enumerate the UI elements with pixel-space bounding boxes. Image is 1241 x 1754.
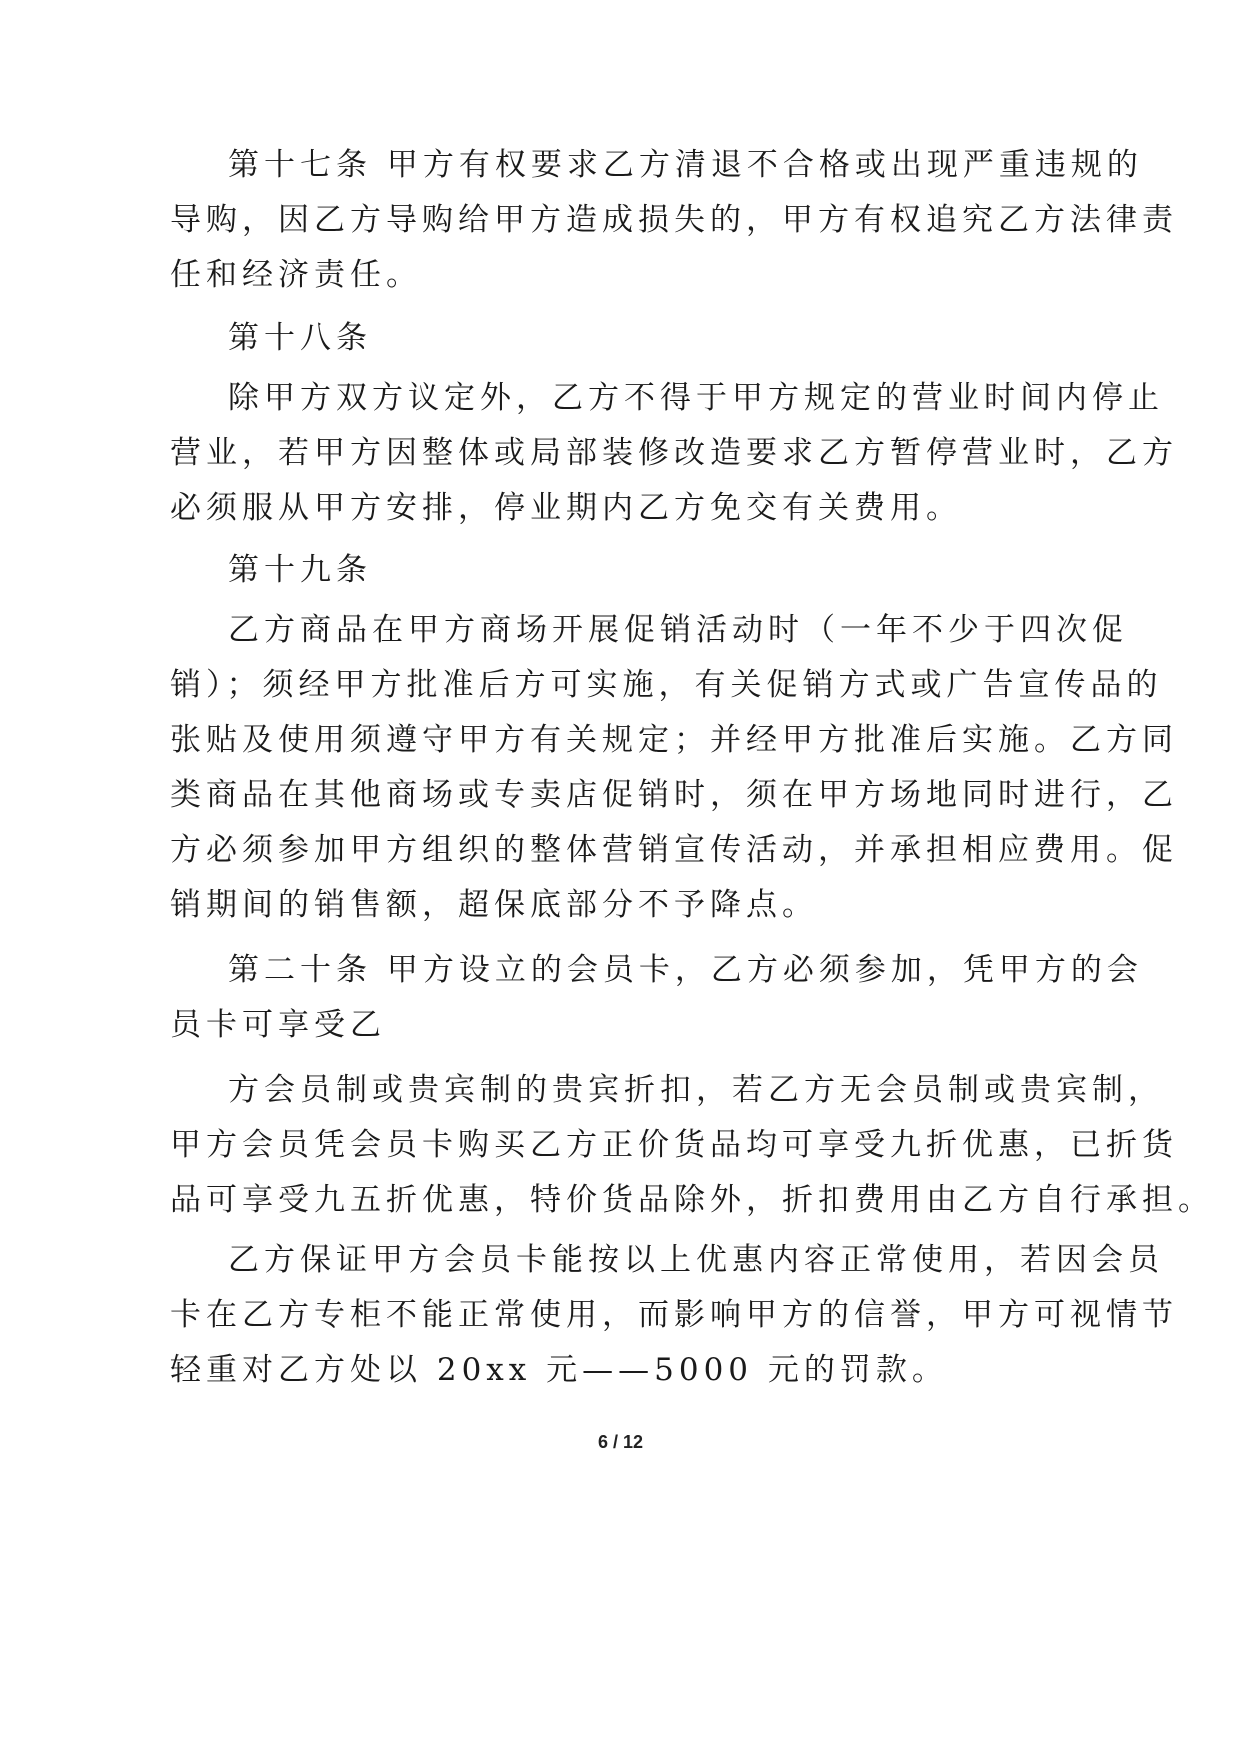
text-line: 方会员制或贵宾制的贵宾折扣，若乙方无会员制或贵宾制， <box>228 1072 1164 1108</box>
text-line: 销）；须经甲方批准后方可实施，有关促销方式或广告宣传品的 <box>170 667 1163 703</box>
text-line: 销期间的销售额，超保底部分不予降点。 <box>170 887 818 923</box>
section-heading: 第十八条 <box>228 320 372 356</box>
text-line: 第十七条 甲方有权要求乙方清退不合格或出现严重违规的 <box>228 147 1143 183</box>
text-line: 必须服从甲方安排，停业期内乙方免交有关费用。 <box>170 490 962 526</box>
text-line: 员卡可享受乙 <box>170 1007 386 1043</box>
page-number: 6 / 12 <box>597 1432 644 1452</box>
section-heading: 第十九条 <box>228 552 372 588</box>
text-line: 类商品在其他商场或专卖店促销时，须在甲方场地同时进行，乙 <box>170 777 1178 813</box>
text-line: 乙方商品在甲方商场开展促销活动时（一年不少于四次促 <box>228 612 1128 648</box>
text-line: 第二十条 甲方设立的会员卡，乙方必须参加，凭甲方的会 <box>228 952 1143 988</box>
text-line: 任和经济责任。 <box>170 257 422 293</box>
text-line: 除甲方双方议定外，乙方不得于甲方规定的营业时间内停止 <box>228 380 1164 416</box>
text-line: 甲方会员凭会员卡购买乙方正价货品均可享受九折优惠，已折货 <box>170 1127 1178 1163</box>
text-line: 张贴及使用须遵守甲方有关规定；并经甲方批准后实施。乙方同 <box>170 722 1178 758</box>
text-line: 轻重对乙方处以 20xx 元——5000 元的罚款。 <box>170 1352 948 1388</box>
text-line: 品可享受九五折优惠，特价货品除外，折扣费用由乙方自行承担。 <box>170 1182 1214 1218</box>
text-line: 方必须参加甲方组织的整体营销宣传活动，并承担相应费用。促 <box>170 832 1178 868</box>
text-line: 导购，因乙方导购给甲方造成损失的，甲方有权追究乙方法律责 <box>170 202 1178 238</box>
text-line: 乙方保证甲方会员卡能按以上优惠内容正常使用，若因会员 <box>228 1242 1164 1278</box>
text-line: 营业，若甲方因整体或局部装修改造要求乙方暂停营业时，乙方 <box>170 435 1178 471</box>
text-line: 卡在乙方专柜不能正常使用，而影响甲方的信誉，甲方可视情节 <box>170 1297 1178 1333</box>
